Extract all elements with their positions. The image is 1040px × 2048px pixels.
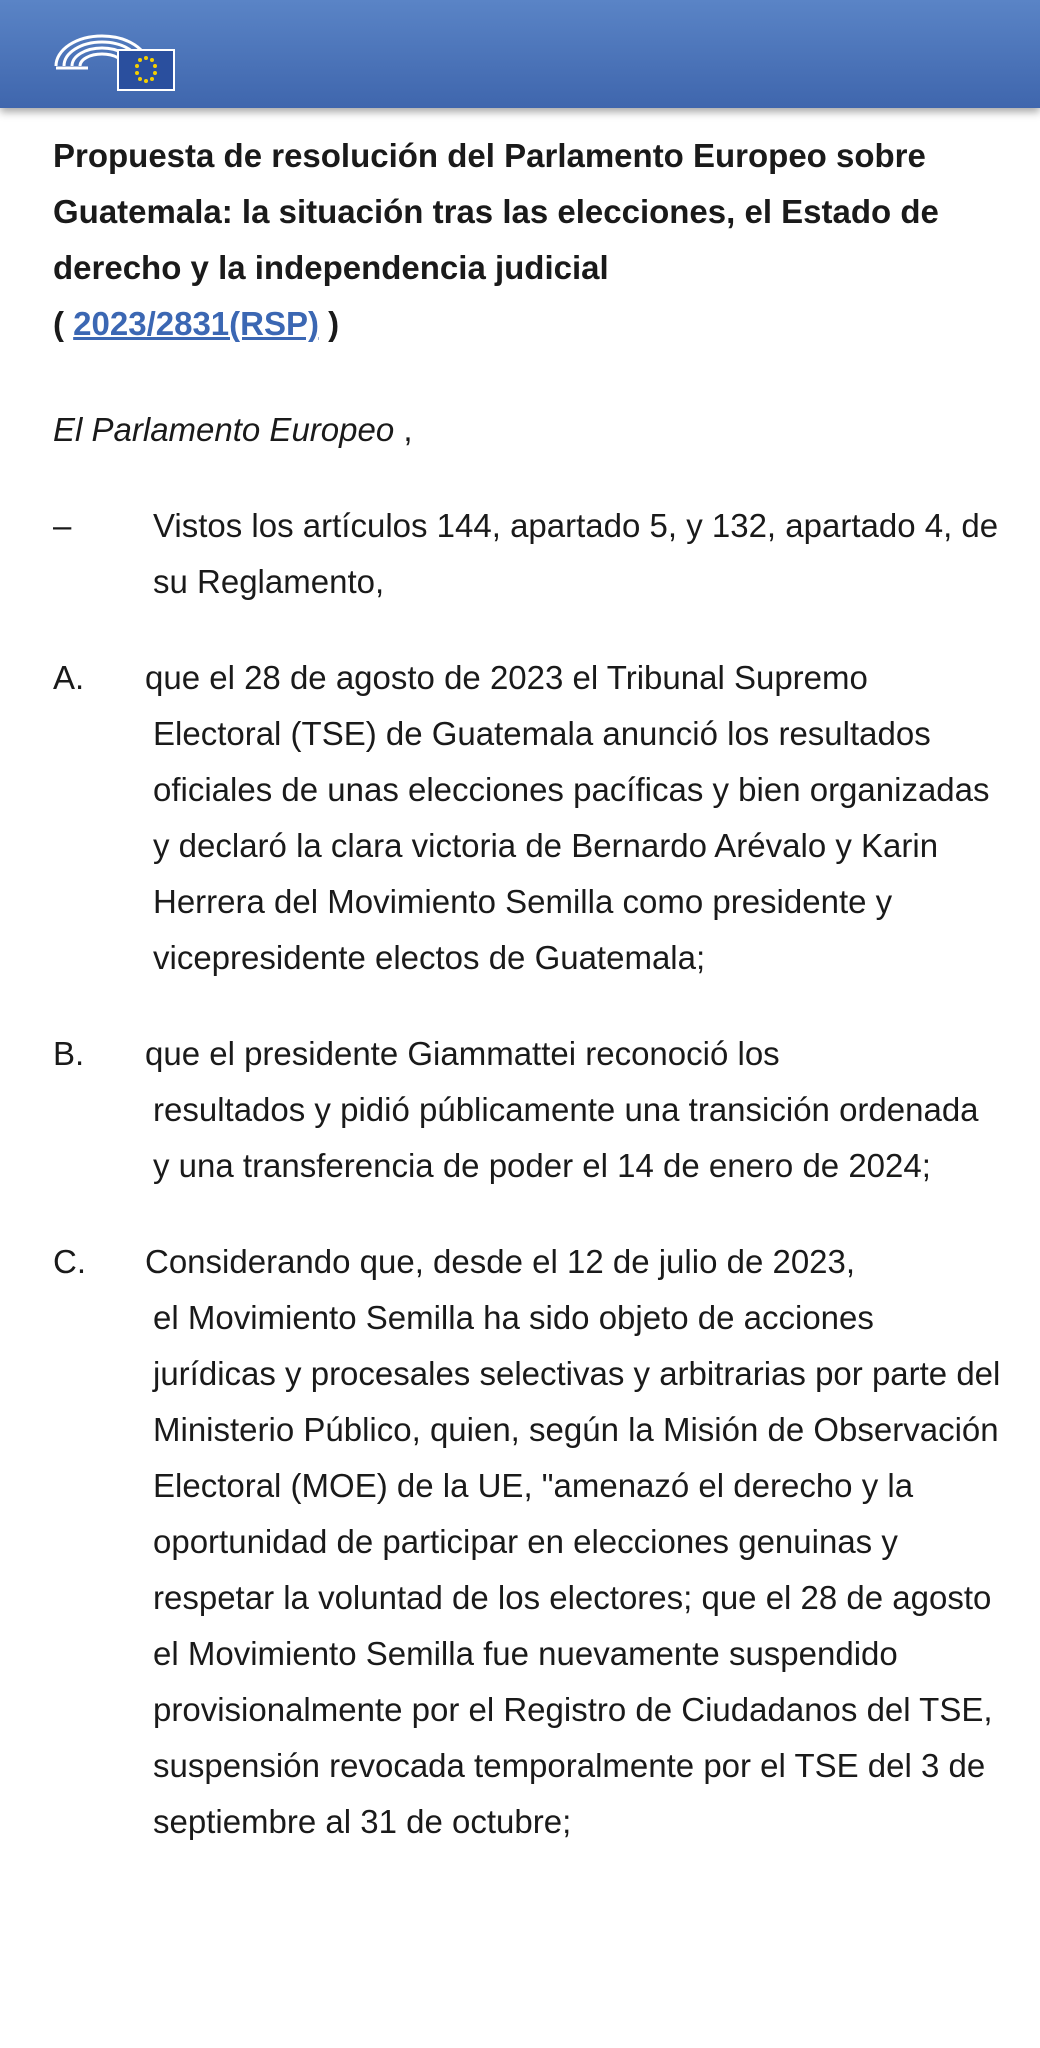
item-marker: – [53,507,72,544]
item-marker: B. [53,1035,85,1072]
item-text: Vistos los artículos 144, apartado 5, y 132, apartado 4, de su Reglamento, [153,507,999,600]
item-text: Electoral (TSE) de Guatemala anunció los resultados oficiales de unas elecciones pacíficas y bien organizadas y declaró la clara victoria de Bernardo Arévalo y Karin Herrera del Movimiento Semilla como presidente y vicepresidente electos de Guatemala; [153,715,990,976]
intro-line [53,402,1003,458]
recital-c [53,1234,1003,1850]
item-lead-line: que el 28 de agosto de 2023 el Tribunal Supremo [145,659,868,696]
header-bar [0,0,1040,108]
recital-a [53,650,1003,986]
reference-close: ) [319,305,340,342]
item-marker: A. [53,659,85,696]
procedure-reference-link[interactable]: 2023/2831(RSP) [73,305,319,342]
resolution-document [53,128,1003,1850]
recital-b [53,1026,1003,1194]
item-text: resultados y pidió públicamente una transición ordenada y una transferencia de poder el 14 de enero de 2024; [153,1091,979,1184]
reference-open: ( [53,305,74,342]
item-body [145,1026,1003,1194]
item-lead-line: que el presidente Giammattei reconoció los [145,1035,780,1072]
title-text: Propuesta de resolución del Parlamento Europeo sobre Guatemala: la situación tras las elecciones, el Estado de derecho y la independencia judicial [53,137,939,286]
item-marker: C. [53,1243,86,1280]
item-body [145,650,1003,986]
item-text: el Movimiento Semilla ha sido objeto de acciones jurídicas y procesales selectivas y arbitrarias por parte del Ministerio Público, quien, según la Misión de Observación Electoral (MOE) de la UE, "amenazó el derecho y la oportunidad de participar en elecciones genuinas y respetar la voluntad de los electores; que el 28 de agosto el Movimiento Semilla fue nuevamente suspendido provisionalmente por el Registro de Ciudadanos del TSE, suspensión revocada temporalmente por el TSE del 3 de septiembre al 31 de octubre; [153,1299,1001,1840]
document-title [53,128,1003,352]
citation-item [53,498,1003,610]
european-parliament-logo-icon[interactable] [52,26,176,92]
item-body [145,1234,1003,1850]
intro-suffix: , [394,411,413,448]
intro-text: El Parlamento Europeo [53,411,395,448]
item-lead-line: Considerando que, desde el 12 de julio de 2023, [145,1243,856,1280]
